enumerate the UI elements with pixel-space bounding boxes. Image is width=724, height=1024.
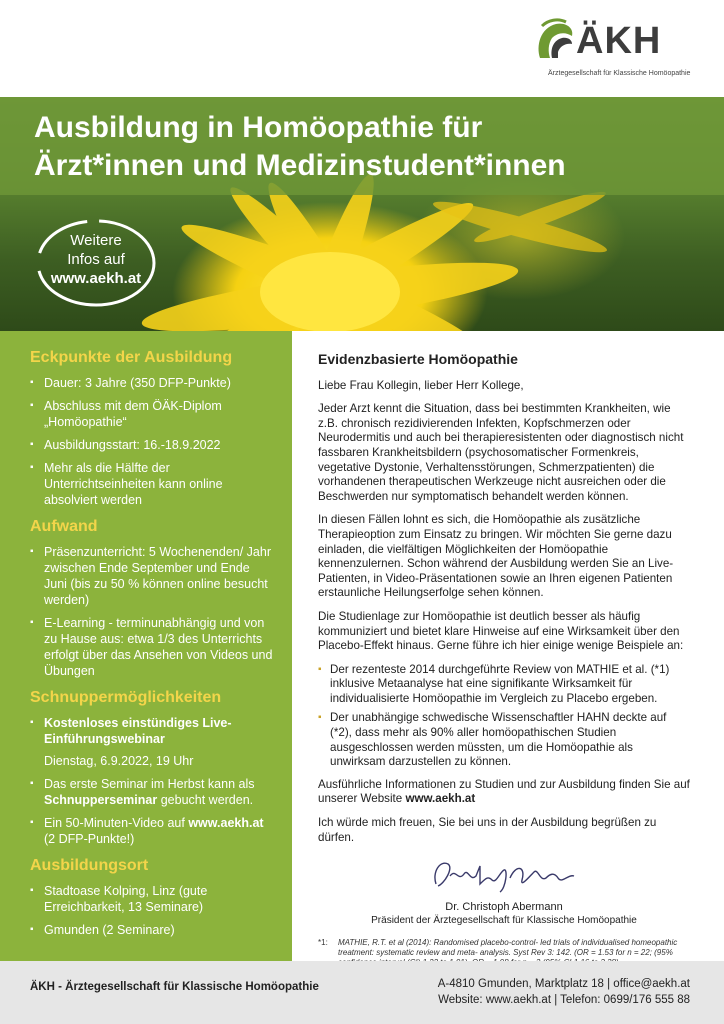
letter-title: Evidenzbasierte Homöopathie xyxy=(318,351,518,367)
text-segment: gebucht werden. xyxy=(157,793,254,807)
webinar-title: Kostenloses einstündiges Live-Einführungswebinar xyxy=(44,716,232,746)
footer-organization: ÄKH - Ärztegesellschaft für Klassische Homöopathie xyxy=(30,981,319,993)
webinar-date: Dienstag, 6.9.2022, 19 Uhr xyxy=(44,754,194,768)
list-item: ▪ Dauer: 3 Jahre (350 DFP-Punkte) xyxy=(30,375,276,391)
text-segment: Das erste Seminar im Herbst kann als xyxy=(44,777,255,791)
hero-banner xyxy=(0,97,724,331)
footnote-text: MATHIE, R.T. et al (2014): Randomised placebo-control- led trials of individualised homeopathic treatment: systematic review and meta- analysis. Syst Rev 3: 142. (OR = 1.53 for n = 22; (95% xyxy=(338,938,678,958)
logo-wordmark: ÄKH xyxy=(576,20,662,62)
handwritten-signature xyxy=(430,854,580,898)
text-segment: Ein 50-Minuten-Video auf xyxy=(44,816,189,830)
schnupper-list xyxy=(30,715,276,847)
left-info-panel xyxy=(0,331,292,961)
footer-address[interactable]: A-4810 Gmunden, Marktplatz 18 | office@aekh.at xyxy=(437,978,690,990)
letter-greeting: Liebe Frau Kollegin, lieber Herr Kollege, xyxy=(318,378,524,392)
website-link[interactable]: www.aekh.at xyxy=(405,792,476,806)
title-line-1: Ausbildung in Homöopathie für xyxy=(34,111,483,144)
athena-helmet-icon xyxy=(532,18,578,64)
letter-column xyxy=(318,352,690,996)
info-line-2: Infos auf xyxy=(67,251,125,268)
letter-paragraph: Jeder Arzt kennt die Situation, dass bei bestimmten Krankheiten, wie z.B. chronisch rezidivierenden Infekten, Kopfschmerzen oder Neurodermitis und auch bei therapieresistenten oder diagnostisch nicht fassbaren Krankheitsbildern (psychosomatischer Formenkreis, vegetative Dystonie, Verhaltensstörungen, Schmerzpatienten) die vorhandenen therapeutischen Werkzeuge nicht ausreichen oder die Beschwerden nur symptomatisch behandelt werden können. xyxy=(318,402,684,503)
more-info-badge[interactable] xyxy=(34,231,158,288)
text-segment: (2 DFP-Punkte!) xyxy=(44,832,135,846)
list-item xyxy=(30,815,276,847)
signature-block xyxy=(318,854,690,932)
ort-heading: Ausbildungsort xyxy=(30,857,149,874)
signer-role: Präsident der Ärztegesellschaft für Klassische Homöopathie xyxy=(371,915,637,927)
eckpunkte-heading: Eckpunkte der Ausbildung xyxy=(30,349,233,366)
footer-contact xyxy=(438,976,690,1008)
letter-paragraph: Die Studienlage zur Homöopathie ist deutlich besser als häufig kommuniziert und bietet klare Hinweise auf eine Wirksamkeit über den Placebo-Effekt hinaus. Gerne führe ich hier einige wenige Beispiele an: xyxy=(318,609,684,653)
list-item: ▪ Der rezenteste 2014 durchgeführte Review von MATHIE et al. (*1) inklusive Metaanalyse hat eine signifikante Wirksamkeit für individualisierte Homöopathie im Vergleich zu Placebo ergeben. xyxy=(318,663,690,707)
info-line-1: Weitere xyxy=(70,232,122,249)
footnote-marker: *1: xyxy=(318,938,328,948)
aufwand-heading: Aufwand xyxy=(30,518,98,535)
list-item: ▪ E-Learning - terminunabhängig und von zu Hause aus: etwa 1/3 des Unterrichts erfolgt über das Ansehen von Videos und Übungen xyxy=(30,615,276,679)
letter-paragraph xyxy=(318,778,690,807)
list-item: ▪ Präsenzunterricht: 5 Wochenenden/ Jahr zwischen Ende September und Ende Juni (bis zu 50 % können online besucht werden) xyxy=(30,544,276,608)
evidence-list xyxy=(318,663,690,770)
list-item: ▪ Abschluss mit dem ÖÄK-Diplom „Homöopathie“ xyxy=(30,398,276,430)
schnupper-heading: Schnuppermöglichkeiten xyxy=(30,689,222,706)
signer-name: Dr. Christoph Abermann xyxy=(445,901,563,914)
aufwand-list xyxy=(30,544,276,679)
page-title xyxy=(34,109,704,185)
letter-paragraph: Ich würde mich freuen, Sie bei uns in der Ausbildung begrüßen zu dürfen. xyxy=(318,816,657,844)
info-website-link[interactable]: www.aekh.at xyxy=(50,270,142,287)
list-item xyxy=(30,776,276,808)
list-item: ▪ Der unabhängige schwedische Wissenschaftler HAHN deckte auf (*2), dass mehr als 90% aller homöopathischen Studien ausgeschlossen werden müssten, um die Homöopathie als unwirksam darzustellen zu können. xyxy=(318,711,690,769)
list-item: ▪ Ausbildungsstart: 16.-18.9.2022 xyxy=(30,437,276,453)
video-website-link[interactable]: www.aekh.at xyxy=(188,816,264,830)
page-footer xyxy=(0,961,724,1024)
title-line-2: Ärzt*innen und Medizinstudent*innen xyxy=(34,149,566,182)
letter-paragraph: In diesen Fällen lohnt es sich, die Homöopathie als zusätzliche Therapieoption zum Einsatz zu bringen. Wir möchten Sie gerne dazu einladen, die vielfältigen Möglichkeiten der Homöopathie kennenzulernen. Schon während der Ausbildung werden Sie an Live-Patienten, in Video-Präsentationen sowie an Ihren eigenen Patienten erstaunliche Heilungserfolge sehen können. xyxy=(318,513,674,600)
aekh-logo xyxy=(532,14,691,86)
list-item xyxy=(30,715,276,769)
list-item: ▪ Mehr als die Hälfte der Unterrichtseinheiten kann online absolviert werden xyxy=(30,460,276,508)
logo-subtitle: Ärztegesellschaft für Klassische Homöopathie xyxy=(548,70,691,77)
ort-list xyxy=(30,883,276,938)
list-item: ▪ Gmunden (2 Seminare) xyxy=(30,922,276,938)
schnupperseminar-term: Schnupperseminar xyxy=(44,793,158,807)
footer-website-phone[interactable]: Website: www.aekh.at | Telefon: 0699/176 555 88 xyxy=(438,994,690,1006)
eckpunkte-list xyxy=(30,375,276,508)
text-segment: Ausführliche Informationen zu Studien und zur Ausbildung finden Sie auf unserer Website xyxy=(318,777,690,806)
list-item: ▪ Stadtoase Kolping, Linz (gute Erreichbarkeit, 13 Seminare) xyxy=(30,883,276,915)
